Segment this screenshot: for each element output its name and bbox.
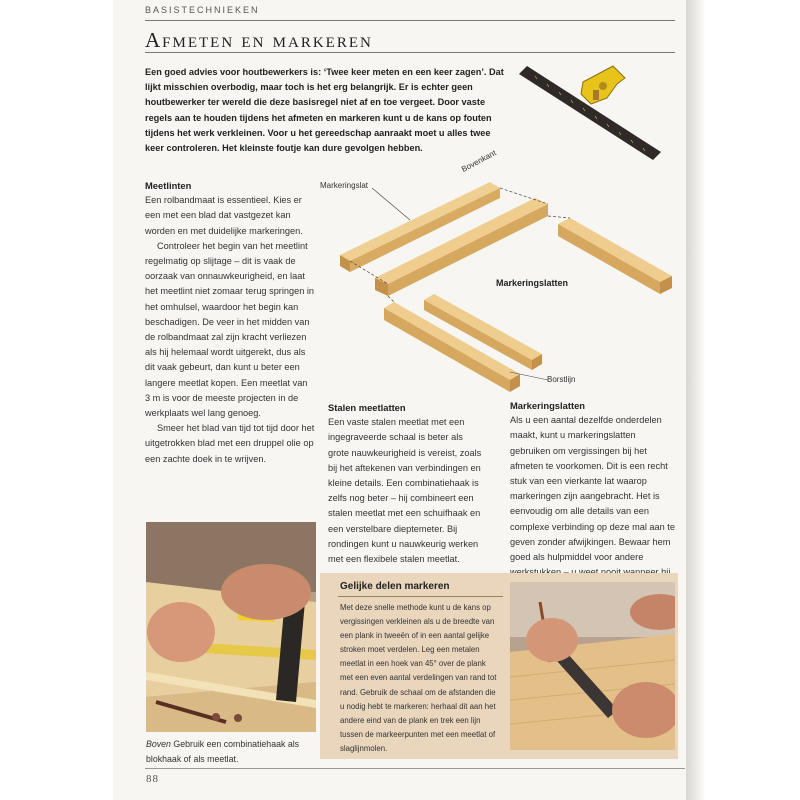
meetlinten-p1: Een rolbandmaat is essentieel. Kies er een met een blad dat vastgezet kan worden en met duidelijke markeringen. (145, 195, 303, 236)
section-header: BASISTECHNIEKEN (145, 5, 260, 15)
label-borstlijn: Borstlijn (547, 375, 576, 384)
photo-caption (146, 737, 314, 767)
meetlinten-section (145, 178, 315, 467)
markeringslatten-p1: Als u een aantal dezelfde onderdelen maakt, kunt u markeringslatten gebruiken om vergissingen bij het afmeten te voorkomen. Dit is een recht stuk van een vierkante lat waarop markeringen zijn aangebracht. Het is eenvoudig om alle details van een complexe verbinding op deze mal aan te geven zonder afwijkingen. Bewaar hem goed als hulpmiddel voor andere (510, 415, 675, 563)
label-bovenkant: Bovenkant (460, 148, 498, 174)
page-title: Afmeten en markeren (145, 28, 373, 52)
panel-text: Met deze snelle methode kunt u de kans op vergissingen verkleinen als u de breedte van een plank in tweeën of in een aantal gelijke stroken moet verdelen. Leg een metalen meetlat in een hoek van 45° over de plank met een even aantal verdelingen van rand tot rand. Gebruik de schaal om de afstanden die u nodig hebt te markeren: herhaal dit aan het andere eind van de plank en trek een lijn tussen de markeerpunten met een meetlat of slaglijnmolen. (340, 603, 497, 753)
label-markeringslatten: Markeringslatten (496, 278, 569, 288)
page-gutter-shadow (686, 0, 706, 800)
meetlinten-p2: Controleer het begin van het meetlint regelmatig op slijtage – dit is vaak de oorzaak van onnauwkeurigheid, en laat het meetlint niet zomaar terug springen in het omhulsel, waardoor het begin kan beschadigen. De veer in het midden van de rolbandmaat zal zijn kracht verliezen als hij helemaal wordt uitgerekt, dus als dit vaak gebeurt, dan kunt u beter een langere meetlat kopen. Een meetlat van 3 m is voor de meeste projecten in de werkplaats wel lang genoeg. (145, 240, 315, 419)
page-number: 88 (146, 773, 159, 785)
marking-battens-diagram (320, 160, 680, 392)
footer-rule (145, 768, 685, 769)
photo-caption-lead: Boven (146, 739, 171, 749)
panel-title: Gelijke delen markeren (340, 581, 450, 592)
label-markeringslat: Markeringslat (320, 181, 369, 190)
markeringslatten-section (510, 398, 675, 596)
photo-caption-text: Gebruik een combinatiehaak als blokhaak of als meetlat. (146, 739, 300, 764)
marking-board-photo (510, 582, 675, 750)
combination-square-photo (146, 522, 316, 732)
panel-title-rule (338, 596, 503, 597)
intro-paragraph (145, 65, 505, 156)
title-rule (145, 52, 675, 53)
stalen-heading: Stalen meetlatten (328, 402, 406, 413)
meetlinten-p3: Smeer het blad van tijd tot tijd door het uitgetrokken blad met een druppel olie op een zachte doek in te wrijven. (145, 423, 315, 464)
stalen-p1: Een vaste stalen meetlat met een ingegraveerde schaal is beter als grote nauwkeurigheid is vereist, zoals bij het aftekenen van verbindingen en kleine details. Een combinatiehaak is zelfs nog beter – hij combineert een stalen meetlat met een schuifhaak en een verstelbare dieptemeter. Bij rondingen kunt u nauwkeurig werken met een flexibele stalen meetlat. (328, 417, 482, 565)
header-rule (145, 20, 675, 21)
intro-text: Een goed advies voor houtbewerkers is: ‘Twee keer meten en een keer zagen’. Dat lijkt misschien overbodig, maar toch is het erg belangrijk. Er is echter geen houtbewerker ter wereld die deze basisregel niet af en toe vergeet. Door vaste regels aan te houden tijdens het afmeten en markeren kunt u de kans op fouten tijdens het werk verkleinen. Voor u het gereedschap aanraakt moet u alles twee keer controleren. Het kleinste foutje kan dure gevolgen hebben. (145, 67, 504, 154)
stalen-section (328, 400, 486, 567)
combination-square-illustration (515, 60, 665, 170)
meetlinten-heading: Meetlinten (145, 180, 192, 191)
markeringslatten-heading: Markeringslatten (510, 400, 586, 411)
